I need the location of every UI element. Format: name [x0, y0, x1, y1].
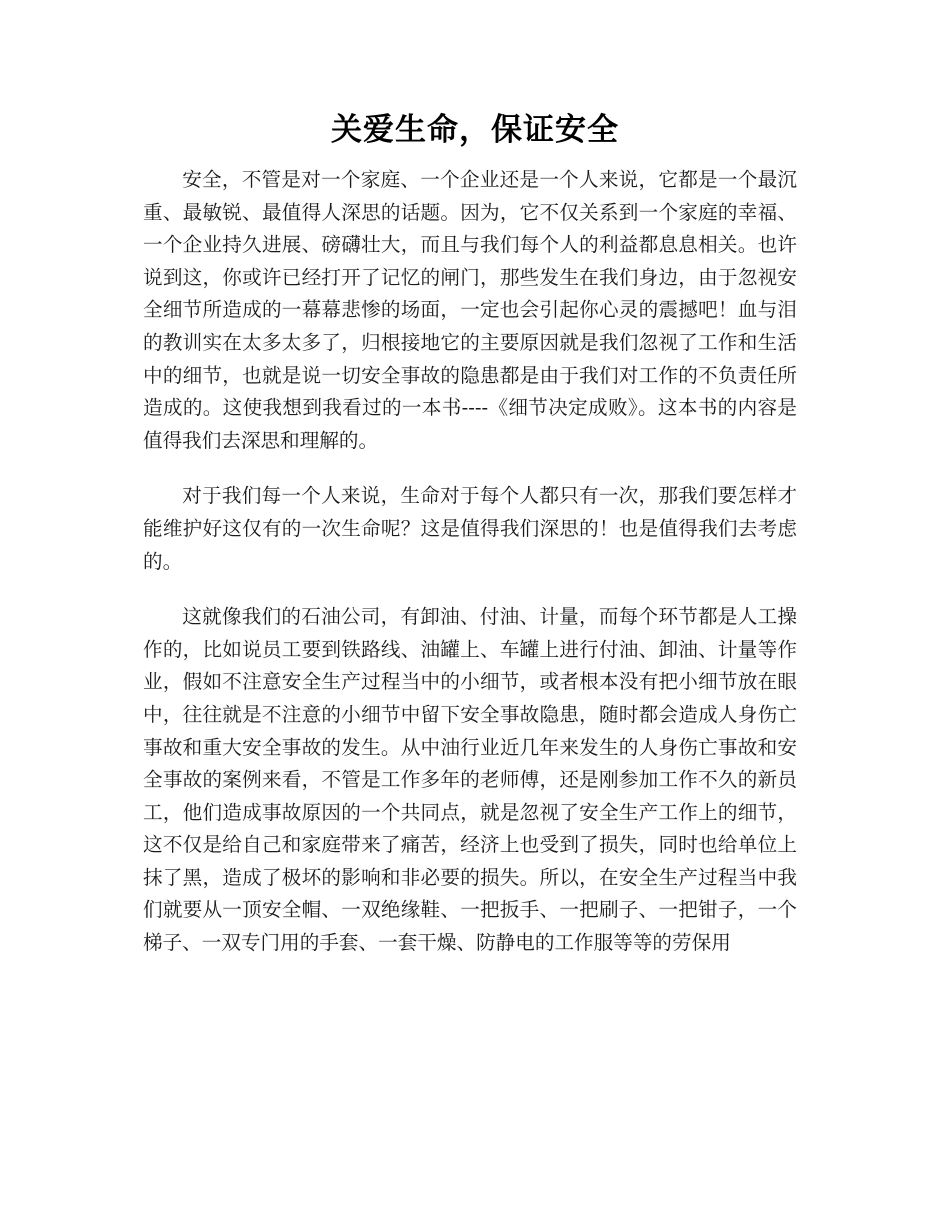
document-title: 关爱生命，保证安全 [331, 112, 619, 148]
paragraph-1: 安全，不管是对一个家庭、一个企业还是一个人来说，它都是一个最沉重、最敏锐、最值得人深思的话题。因为，它不仅关系到一个家庭的幸福、一个企业持久进展、磅礴壮大，而且与我们每个人的利益都息息相关。也许说到这，你或许已经打开了记忆的闸门，那些发生在我们身边，由于忽视安全细节所造成的一幕幕悲惨的场面，一定也会引起你心灵的震撼吧！血与泪的教训实在太多太多了，归根接地它的主要原因就是我们忽视了工作和生活中的细节，也就是说一切安全事故的隐患都是由于我们对工作的不负责任所造成的。这使我想到我看过的一本书----《细节决定成败》。这本书的内容是值得我们去深思和理解的。 [143, 168, 797, 452]
paragraph-2: 对于我们每一个人来说，生命对于每个人都只有一次，那我们要怎样才能维护好这仅有的一次生命呢？这是值得我们深思的！也是值得我们去考虑的。 [143, 484, 797, 573]
document-body [143, 164, 797, 983]
paragraph-3: 这就像我们的石油公司，有卸油、付油、计量，而每个环节都是人工操作的，比如说员工要到铁路线、油罐上、车罐上进行付油、卸油、计量等作业，假如不注意安全生产过程当中的小细节，或者根本没有把小细节放在眼中，往往就是不注意的小细节中留下安全事故隐患，随时都会造成人身伤亡事故和重大安全事故的发生。从中油行业近几年来发生的人身伤亡事故和安全事故的案例来看，不管是工作多年的老师傅，还是刚参加工作不久的新员工，他们造成事故原因的一个共同点，就是忽视了安全生产工作上的细节，这不仅是给自己和家庭带来了痛苦，经济上也受到了损失，同时也给单位上抹了黑，造成了极坏的影响和非必要的损失。所以，在安全生产过程当中我们就要从一顶安全帽、一双绝缘鞋、一把扳手、一把刷子、一把钳子，一个梯子、一双专门用的手套、一套干燥、防静电的工作服等等的劳保用 [143, 605, 797, 955]
